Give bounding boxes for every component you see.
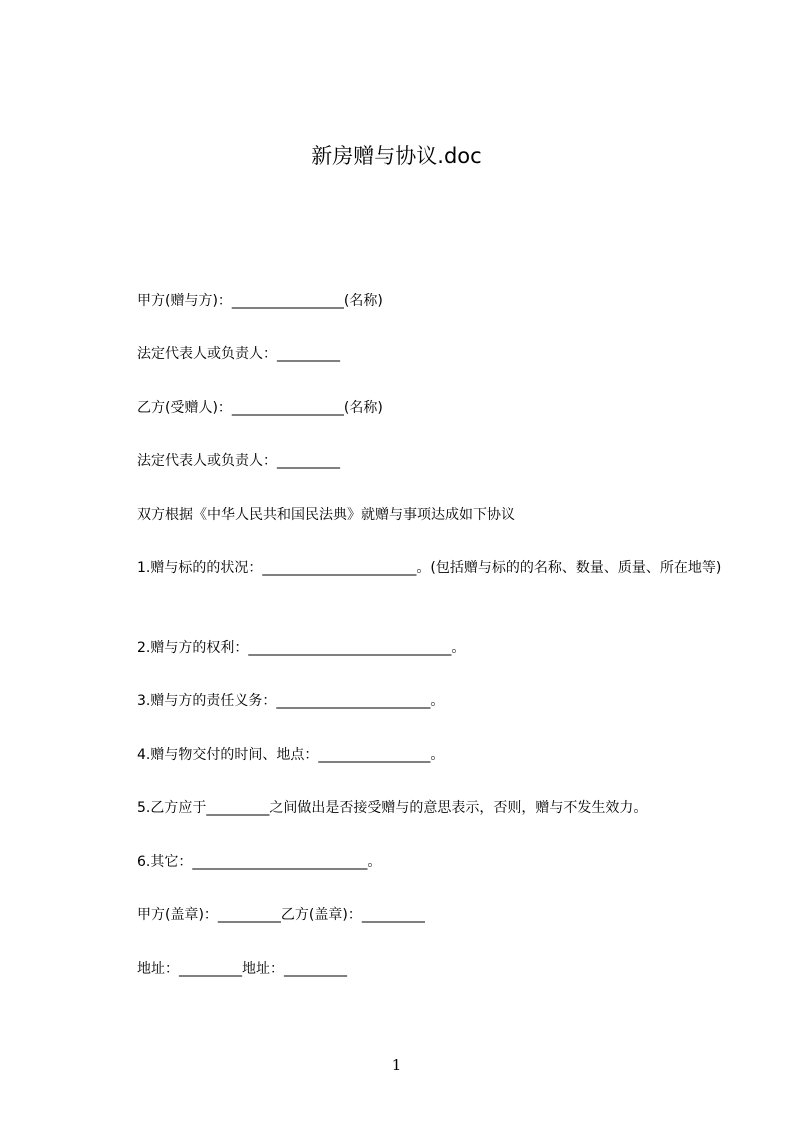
party-b-representative-line: 法定代表人或负责人：_________ xyxy=(137,453,340,469)
clause-1-gift-status: 1.赠与标的的状况：______________________。(包括赠与标的的名称、数量、质量、所在地等) xyxy=(137,560,722,576)
clause-5-acceptance: 5.乙方应于_________之间做出是否接受赠与的意思表示，否则，赠与不发生效力。 xyxy=(137,800,648,816)
address-line: 地址：_________地址：_________ xyxy=(137,961,347,977)
clause-2-donor-rights: 2.赠与方的权利：_____________________________。 xyxy=(137,640,466,656)
agreement-intro: 双方根据《中华人民共和国民法典》就赠与事项达成如下协议 xyxy=(137,507,515,523)
party-a-line: 甲方(赠与方)：________________(名称) xyxy=(137,293,383,309)
clause-3-donor-obligations: 3.赠与方的责任义务：______________________。 xyxy=(137,693,445,709)
party-a-representative-line: 法定代表人或负责人：_________ xyxy=(137,346,340,362)
document-title: 新房赠与协议.doc xyxy=(311,144,482,168)
clause-4-delivery: 4.赠与物交付的时间、地点：________________。 xyxy=(137,747,445,763)
seal-line: 甲方(盖章)：_________乙方(盖章)：_________ xyxy=(137,907,425,923)
page-number: 1 xyxy=(391,1056,402,1074)
party-b-line: 乙方(受赠人)：________________(名称) xyxy=(137,400,383,416)
clause-6-other: 6.其它：_________________________。 xyxy=(137,854,382,870)
